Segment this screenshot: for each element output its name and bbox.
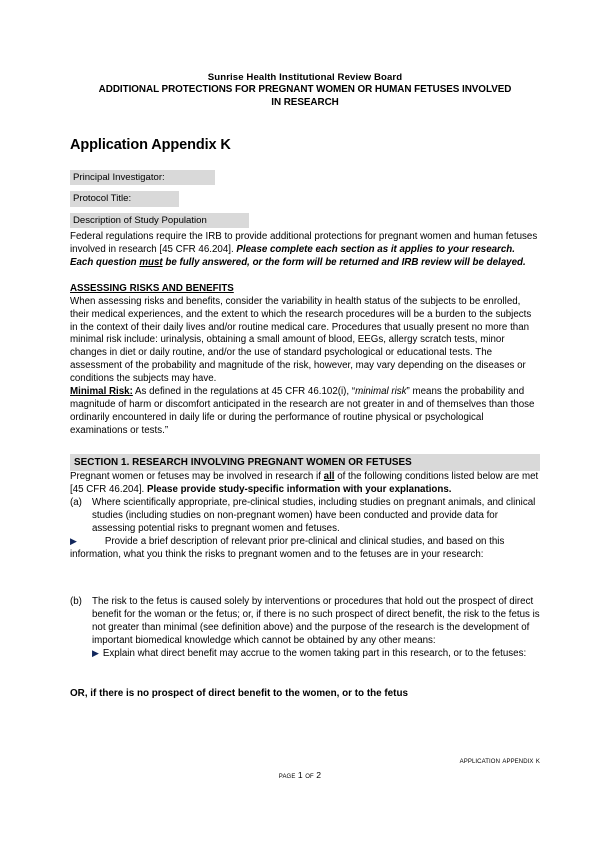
intro-emphasis-part-2: be fully answered, or the form will be returned and IRB review will be delayed. <box>162 257 526 269</box>
footer-appendix-label: application appendix k <box>459 756 540 765</box>
minimal-risk-label: Minimal Risk: <box>70 385 133 397</box>
document-content <box>70 72 540 700</box>
list-item-a-label: (a) <box>70 497 82 509</box>
section-1-lead-part-1: Pregnant women or fetuses may be involved in research if <box>70 471 324 483</box>
list-item-a-text: Where scientifically appropriate, pre-clinical studies, including studies on pregnant animals, and clinical studies (including studies on non-pregnant women) have been conducted and provide data for assessing potential risks to pregnant women and fetuses. <box>92 497 536 534</box>
section-1-lead-bold: Please provide study-specific information with your explanations. <box>146 484 452 496</box>
document-subject-line-2: IN RESEARCH <box>271 97 339 108</box>
list-item-b <box>70 596 540 647</box>
bullet-arrow-icon: ▶ <box>70 535 77 546</box>
assessing-risks-section <box>70 283 540 386</box>
or-statement: OR, if there is no prospect of direct benefit to the women, or to the fetus <box>70 687 408 699</box>
minimal-risk-italic-term: minimal risk <box>355 385 407 397</box>
list-item-a <box>70 497 540 536</box>
minimal-risk-paragraph <box>70 386 540 437</box>
prompt-b-text: Explain what direct benefit may accrue to the women taking part in this research, or to the fetuses: <box>102 647 527 659</box>
field-principal-investigator[interactable]: Principal Investigator: <box>70 170 215 186</box>
field-description-of-study-population[interactable]: Description of Study Population <box>70 213 249 229</box>
page-title: Application Appendix K <box>70 136 231 153</box>
minimal-risk-part-1: As defined in the regulations at 45 CFR 46.102(i), “ <box>132 385 356 397</box>
prompt-b-paragraph <box>70 648 540 661</box>
assessing-risks-body: When assessing risks and benefits, consider the variability in health status of the subjects to be enrolled, their medical experiences, and the extent to which the research procedures will be a burden to the subjects in the context of their daily lives and/or routine medical care. Procedures that usually present no more than minimal risk include: urinalysis, obtaining a small amount of blood, EEGs, allergy scratch tests, minor changes in diet or daily routine, and/or the use of standard psychological or educational tests. The assessment of the probability and magnitude of the risk, however, may vary depending on the diseases or conditions the subjects may have. <box>70 295 532 385</box>
intro-emphasis-underlined: must <box>139 257 163 269</box>
section-1-header: SECTION 1. RESEARCH INVOLVING PREGNANT WOMEN OR FETUSES <box>70 454 540 471</box>
form-fields-group <box>70 167 540 232</box>
prompt-a-text: Provide a brief description of relevant prior pre-clinical and clinical studies, and based on this information, what you think the risks to pregnant women and to the fetuses are in your research: <box>70 535 505 560</box>
section-1-lead-all: all <box>323 471 335 483</box>
document-subject-line-1: ADDITIONAL PROTECTIONS FOR PREGNANT WOMEN OR HUMAN FETUSES INVOLVED <box>98 84 512 96</box>
bullet-arrow-icon-2: ▶ <box>92 647 99 658</box>
field-protocol-title[interactable]: Protocol Title: <box>70 191 179 207</box>
minimal-risk-part-2: ” means the probability and magnitude of harm or discomfort anticipated in the research are not greater in and of themselves than those ordinarily encountered in daily life or during the performance of routine physical or psychological examinations or tests.” <box>70 385 535 436</box>
section-1-lead-paragraph <box>70 471 540 497</box>
prompt-a-paragraph <box>70 536 540 562</box>
organization-name: Sunrise Health Institutional Review Board <box>207 72 403 83</box>
intro-emphasis-part-1: Please complete each section as it applies to your research. Each question <box>70 244 515 269</box>
list-item-b-text: The risk to the fetus is caused solely by interventions or procedures that hold out the prospect of direct benefit for the woman or the fetus; or, if there is no such prospect of direct benefit, the risk to the fetus is not greater than minimal (see definition above) and the purpose of the research is the development of important biomedical knowledge which cannot be obtained by any other means: <box>92 596 540 646</box>
assessing-risks-heading: ASSESSING RISKS AND BENEFITS <box>70 283 234 295</box>
footer-page-number: page 1 of 2 <box>278 770 322 780</box>
intro-plain-text: Federal regulations require the IRB to provide additional protections for pregnant women and human fetuses involved in research [45 CFR 46.204]. <box>70 231 538 256</box>
section-1-lead-part-2: of the following conditions listed below are met [45 CFR 46.204]. <box>70 471 539 496</box>
list-item-b-label: (b) <box>70 596 82 608</box>
document-header <box>70 72 540 109</box>
intro-paragraph <box>70 231 540 270</box>
